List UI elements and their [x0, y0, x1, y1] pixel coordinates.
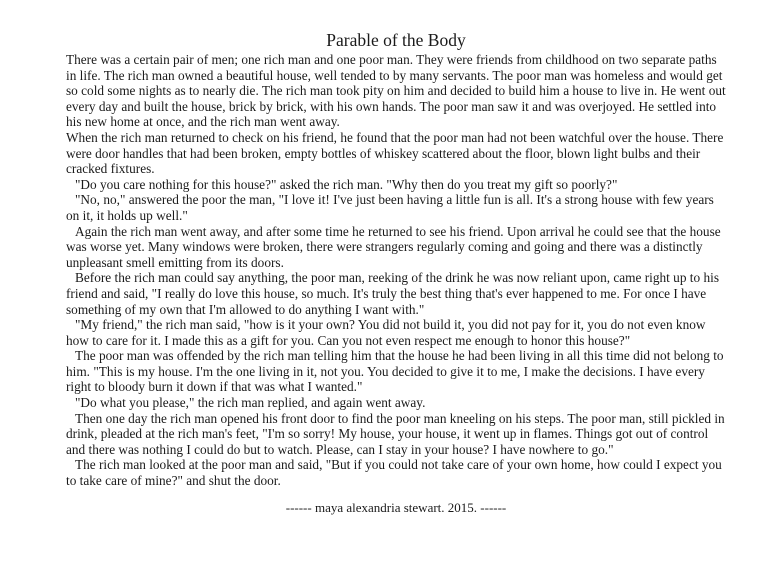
paragraph: "Do what you please," the rich man replied, and again went away. — [75, 395, 426, 411]
author-signature: ------ maya alexandria stewart. 2015. ------ — [285, 499, 507, 515]
paragraph: Before the rich man could say anything, the poor man, reeking of the drink he was now reliant upon, came right up to his friend and said, "I really do love this house, so much. It's truly the best thing that's ever happened to me. For once I have something of my own that I'm allowed to do anything I want with." — [66, 270, 719, 317]
paragraph: When the rich man returned to check on his friend, he found that the poor man had not been watchful over the house. There were door handles that had been broken, empty bottles of whiskey scattered about the floor, blown light bulbs and their cracked fixtures. — [66, 129, 724, 177]
paragraph: Again the rich man went away, and after some time he returned to see his friend. Upon arrival he could see that the house was worse yet. Many windows were broken, there were strangers regularly coming and going and there was a distinctly unpleasant smell emitting from its doors. — [66, 223, 721, 270]
paragraph: Then one day the rich man opened his front door to find the poor man kneeling on his steps. The poor man, still pickled in drink, pleaded at the rich man's feet, "I'm so sorry! My house, your house, it went up in flames. Things got out of control and there was nothing I could do but to watch. Please, can I stay in your house? I have nowhere to go." — [66, 410, 725, 457]
paragraph: The poor man was offended by the rich man telling him that the house he had been living in all this time did not belong to him. "This is my house. I'm the one living in it, not you. You decided to give it to me, I make the decisions. I have every right to bloody burn it down if that was what I wanted." — [66, 348, 724, 395]
paragraph: There was a certain pair of men; one rich man and one poor man. They were friends from childhood on two separate paths in life. The rich man owned a beautiful house, well tended to by many servants. The poor man was homeless and would get so cold some nights as to nearly die. The rich man took pity on him and decided to build him a house to live in. He went out every day and built the house, brick by brick, with his own hands. The poor man saw it and was overjoyed. He settled into his new home at once, and the rich man went away. — [66, 52, 726, 130]
paragraph: The rich man looked at the poor man and said, "But if you could not take care of your own home, how could I expect you to take care of mine?" and shut the door. — [66, 457, 722, 489]
paragraph: "My friend," the rich man said, "how is it your own? You did not build it, you did not pay for it, you do not even know how to care for it. I made this as a gift for you. Can you not even respect me enough to honor this house?" — [66, 317, 706, 348]
document-page — [66, 30, 726, 515]
paragraph: "Do you care nothing for this house?" asked the rich man. "Why then do you treat my gift so poorly?" — [75, 176, 618, 192]
paragraph: "No, no," answered the poor the man, "I love it! I've just been having a little fun is all. It's a strong house with few years on it, it holds up well." — [66, 192, 714, 223]
document-title: Parable of the Body — [326, 30, 466, 50]
